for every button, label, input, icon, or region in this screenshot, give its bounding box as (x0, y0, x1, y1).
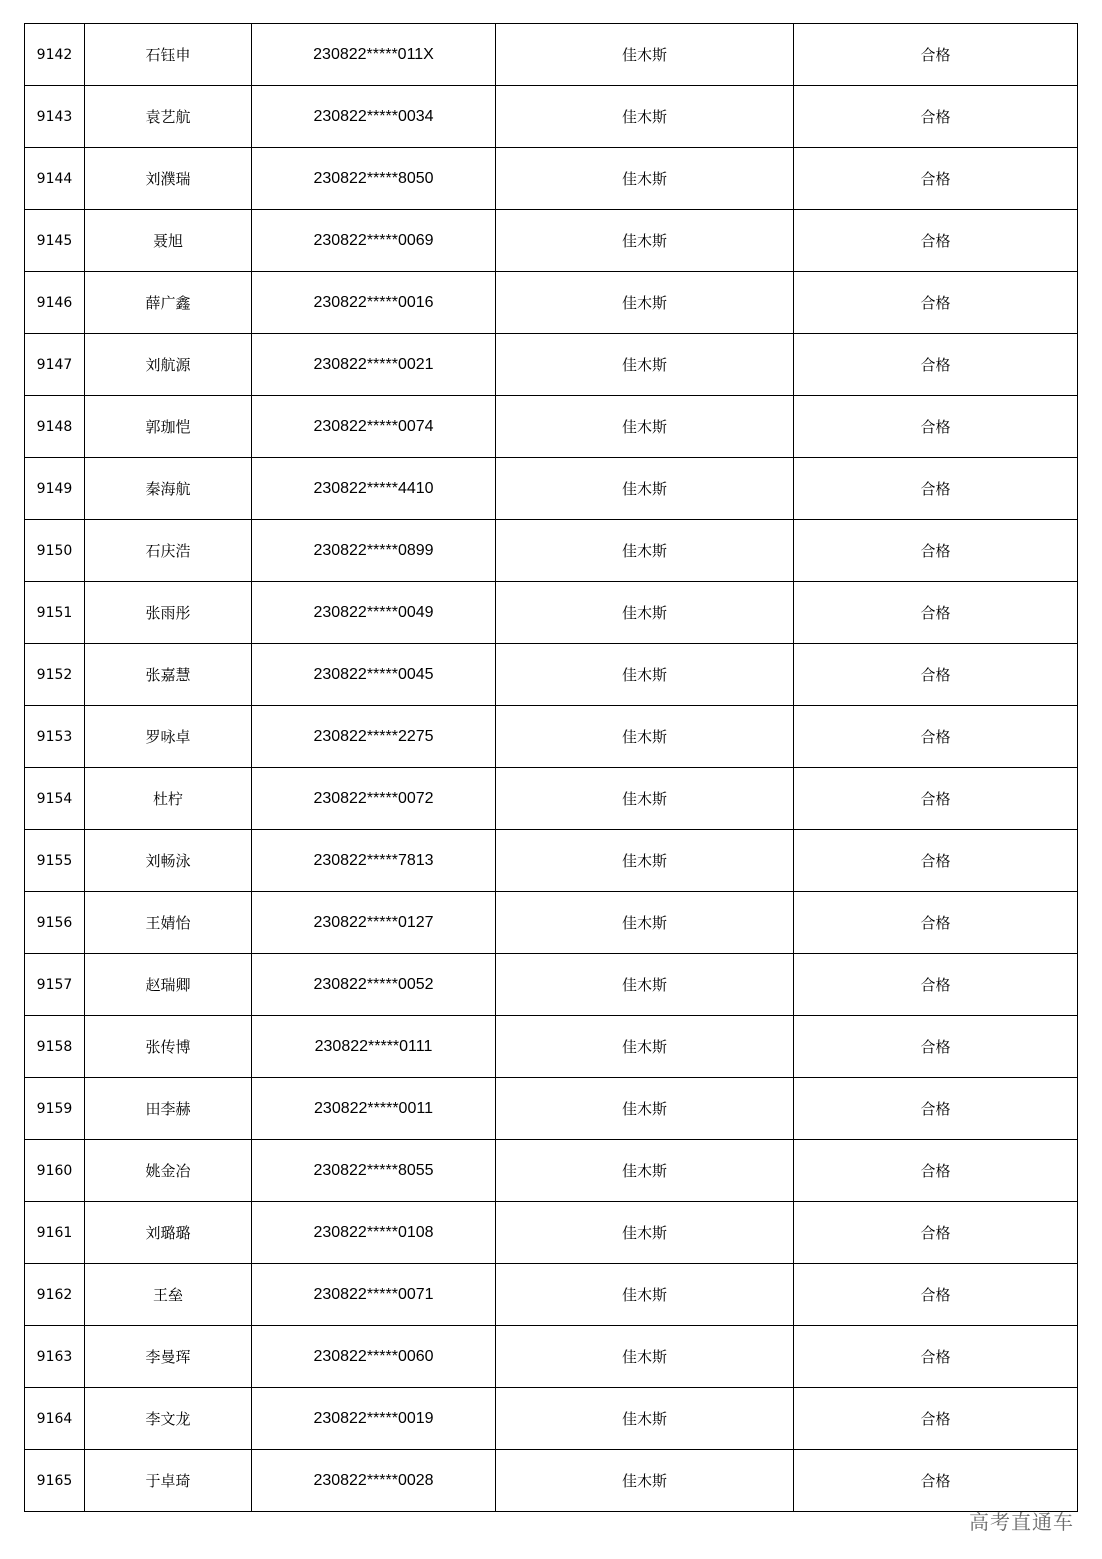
table-row (25, 644, 1078, 706)
id-number-cell: 230822*****0016 (252, 272, 496, 334)
city-cell: 佳木斯 (496, 1202, 794, 1264)
result-cell: 合格 (794, 24, 1078, 86)
serial-number-cell: 9157 (25, 954, 85, 1016)
table-row (25, 1078, 1078, 1140)
serial-number-cell: 9158 (25, 1016, 85, 1078)
name-cell: 秦海航 (85, 458, 252, 520)
city-cell: 佳木斯 (496, 272, 794, 334)
result-cell: 合格 (794, 644, 1078, 706)
result-cell: 合格 (794, 1450, 1078, 1512)
result-cell: 合格 (794, 954, 1078, 1016)
result-cell: 合格 (794, 582, 1078, 644)
city-cell: 佳木斯 (496, 334, 794, 396)
id-number-cell: 230822*****2275 (252, 706, 496, 768)
id-number-cell: 230822*****011X (252, 24, 496, 86)
name-cell: 张嘉慧 (85, 644, 252, 706)
result-cell: 合格 (794, 830, 1078, 892)
results-table-body (25, 24, 1078, 1512)
table-row (25, 892, 1078, 954)
id-number-cell: 230822*****0021 (252, 334, 496, 396)
serial-number-cell: 9143 (25, 86, 85, 148)
table-row (25, 830, 1078, 892)
id-number-cell: 230822*****0074 (252, 396, 496, 458)
result-cell: 合格 (794, 1016, 1078, 1078)
results-table (24, 23, 1078, 1512)
name-cell: 李文龙 (85, 1388, 252, 1450)
name-cell: 于卓琦 (85, 1450, 252, 1512)
serial-number-cell: 9164 (25, 1388, 85, 1450)
city-cell: 佳木斯 (496, 458, 794, 520)
serial-number-cell: 9154 (25, 768, 85, 830)
city-cell: 佳木斯 (496, 1450, 794, 1512)
name-cell: 赵瑞卿 (85, 954, 252, 1016)
result-cell: 合格 (794, 396, 1078, 458)
id-number-cell: 230822*****0034 (252, 86, 496, 148)
table-row (25, 396, 1078, 458)
city-cell: 佳木斯 (496, 1264, 794, 1326)
result-cell: 合格 (794, 272, 1078, 334)
table-row (25, 706, 1078, 768)
table-row (25, 334, 1078, 396)
city-cell: 佳木斯 (496, 954, 794, 1016)
result-cell: 合格 (794, 210, 1078, 272)
table-row (25, 1202, 1078, 1264)
result-cell: 合格 (794, 520, 1078, 582)
serial-number-cell: 9151 (25, 582, 85, 644)
table-row (25, 582, 1078, 644)
id-number-cell: 230822*****0069 (252, 210, 496, 272)
result-cell: 合格 (794, 1140, 1078, 1202)
result-cell: 合格 (794, 1202, 1078, 1264)
table-row (25, 272, 1078, 334)
result-cell: 合格 (794, 892, 1078, 954)
result-cell: 合格 (794, 86, 1078, 148)
serial-number-cell: 9161 (25, 1202, 85, 1264)
name-cell: 石庆浩 (85, 520, 252, 582)
table-row (25, 1388, 1078, 1450)
city-cell: 佳木斯 (496, 520, 794, 582)
serial-number-cell: 9149 (25, 458, 85, 520)
name-cell: 王婧怡 (85, 892, 252, 954)
result-cell: 合格 (794, 458, 1078, 520)
id-number-cell: 230822*****0072 (252, 768, 496, 830)
table-row (25, 1264, 1078, 1326)
city-cell: 佳木斯 (496, 210, 794, 272)
name-cell: 薛广鑫 (85, 272, 252, 334)
name-cell: 刘濮瑞 (85, 148, 252, 210)
serial-number-cell: 9163 (25, 1326, 85, 1388)
serial-number-cell: 9156 (25, 892, 85, 954)
serial-number-cell: 9165 (25, 1450, 85, 1512)
name-cell: 张雨彤 (85, 582, 252, 644)
serial-number-cell: 9160 (25, 1140, 85, 1202)
name-cell: 姚金冶 (85, 1140, 252, 1202)
city-cell: 佳木斯 (496, 1016, 794, 1078)
name-cell: 罗咏卓 (85, 706, 252, 768)
table-row (25, 520, 1078, 582)
name-cell: 刘畅泳 (85, 830, 252, 892)
id-number-cell: 230822*****0045 (252, 644, 496, 706)
id-number-cell: 230822*****8050 (252, 148, 496, 210)
table-row (25, 148, 1078, 210)
serial-number-cell: 9148 (25, 396, 85, 458)
watermark: 高考直通车 (969, 1510, 1074, 1534)
id-number-cell: 230822*****0011 (252, 1078, 496, 1140)
table-row (25, 1326, 1078, 1388)
serial-number-cell: 9144 (25, 148, 85, 210)
city-cell: 佳木斯 (496, 1140, 794, 1202)
result-cell: 合格 (794, 1326, 1078, 1388)
city-cell: 佳木斯 (496, 148, 794, 210)
table-row (25, 210, 1078, 272)
serial-number-cell: 9152 (25, 644, 85, 706)
id-number-cell: 230822*****8055 (252, 1140, 496, 1202)
city-cell: 佳木斯 (496, 1388, 794, 1450)
table-row (25, 1016, 1078, 1078)
city-cell: 佳木斯 (496, 86, 794, 148)
result-cell: 合格 (794, 1264, 1078, 1326)
serial-number-cell: 9147 (25, 334, 85, 396)
table-row (25, 86, 1078, 148)
city-cell: 佳木斯 (496, 706, 794, 768)
id-number-cell: 230822*****4410 (252, 458, 496, 520)
result-cell: 合格 (794, 334, 1078, 396)
city-cell: 佳木斯 (496, 24, 794, 86)
name-cell: 王垒 (85, 1264, 252, 1326)
table-row (25, 954, 1078, 1016)
result-cell: 合格 (794, 768, 1078, 830)
table-row (25, 768, 1078, 830)
table-row (25, 1450, 1078, 1512)
result-cell: 合格 (794, 1078, 1078, 1140)
id-number-cell: 230822*****0028 (252, 1450, 496, 1512)
serial-number-cell: 9145 (25, 210, 85, 272)
name-cell: 袁艺航 (85, 86, 252, 148)
name-cell: 郭珈恺 (85, 396, 252, 458)
id-number-cell: 230822*****0127 (252, 892, 496, 954)
id-number-cell: 230822*****0052 (252, 954, 496, 1016)
result-cell: 合格 (794, 148, 1078, 210)
table-row (25, 1140, 1078, 1202)
serial-number-cell: 9150 (25, 520, 85, 582)
city-cell: 佳木斯 (496, 1326, 794, 1388)
city-cell: 佳木斯 (496, 644, 794, 706)
city-cell: 佳木斯 (496, 768, 794, 830)
city-cell: 佳木斯 (496, 892, 794, 954)
id-number-cell: 230822*****7813 (252, 830, 496, 892)
city-cell: 佳木斯 (496, 1078, 794, 1140)
name-cell: 聂旭 (85, 210, 252, 272)
serial-number-cell: 9155 (25, 830, 85, 892)
id-number-cell: 230822*****0060 (252, 1326, 496, 1388)
result-cell: 合格 (794, 706, 1078, 768)
id-number-cell: 230822*****0019 (252, 1388, 496, 1450)
name-cell: 刘航源 (85, 334, 252, 396)
city-cell: 佳木斯 (496, 830, 794, 892)
city-cell: 佳木斯 (496, 396, 794, 458)
name-cell: 刘璐璐 (85, 1202, 252, 1264)
name-cell: 田李赫 (85, 1078, 252, 1140)
result-cell: 合格 (794, 1388, 1078, 1450)
id-number-cell: 230822*****0108 (252, 1202, 496, 1264)
name-cell: 李曼珲 (85, 1326, 252, 1388)
id-number-cell: 230822*****0049 (252, 582, 496, 644)
serial-number-cell: 9159 (25, 1078, 85, 1140)
name-cell: 石钰申 (85, 24, 252, 86)
city-cell: 佳木斯 (496, 582, 794, 644)
table-row (25, 458, 1078, 520)
serial-number-cell: 9146 (25, 272, 85, 334)
name-cell: 张传博 (85, 1016, 252, 1078)
table-row (25, 24, 1078, 86)
id-number-cell: 230822*****0071 (252, 1264, 496, 1326)
id-number-cell: 230822*****0899 (252, 520, 496, 582)
name-cell: 杜柠 (85, 768, 252, 830)
serial-number-cell: 9142 (25, 24, 85, 86)
id-number-cell: 230822*****0111 (252, 1016, 496, 1078)
serial-number-cell: 9153 (25, 706, 85, 768)
serial-number-cell: 9162 (25, 1264, 85, 1326)
